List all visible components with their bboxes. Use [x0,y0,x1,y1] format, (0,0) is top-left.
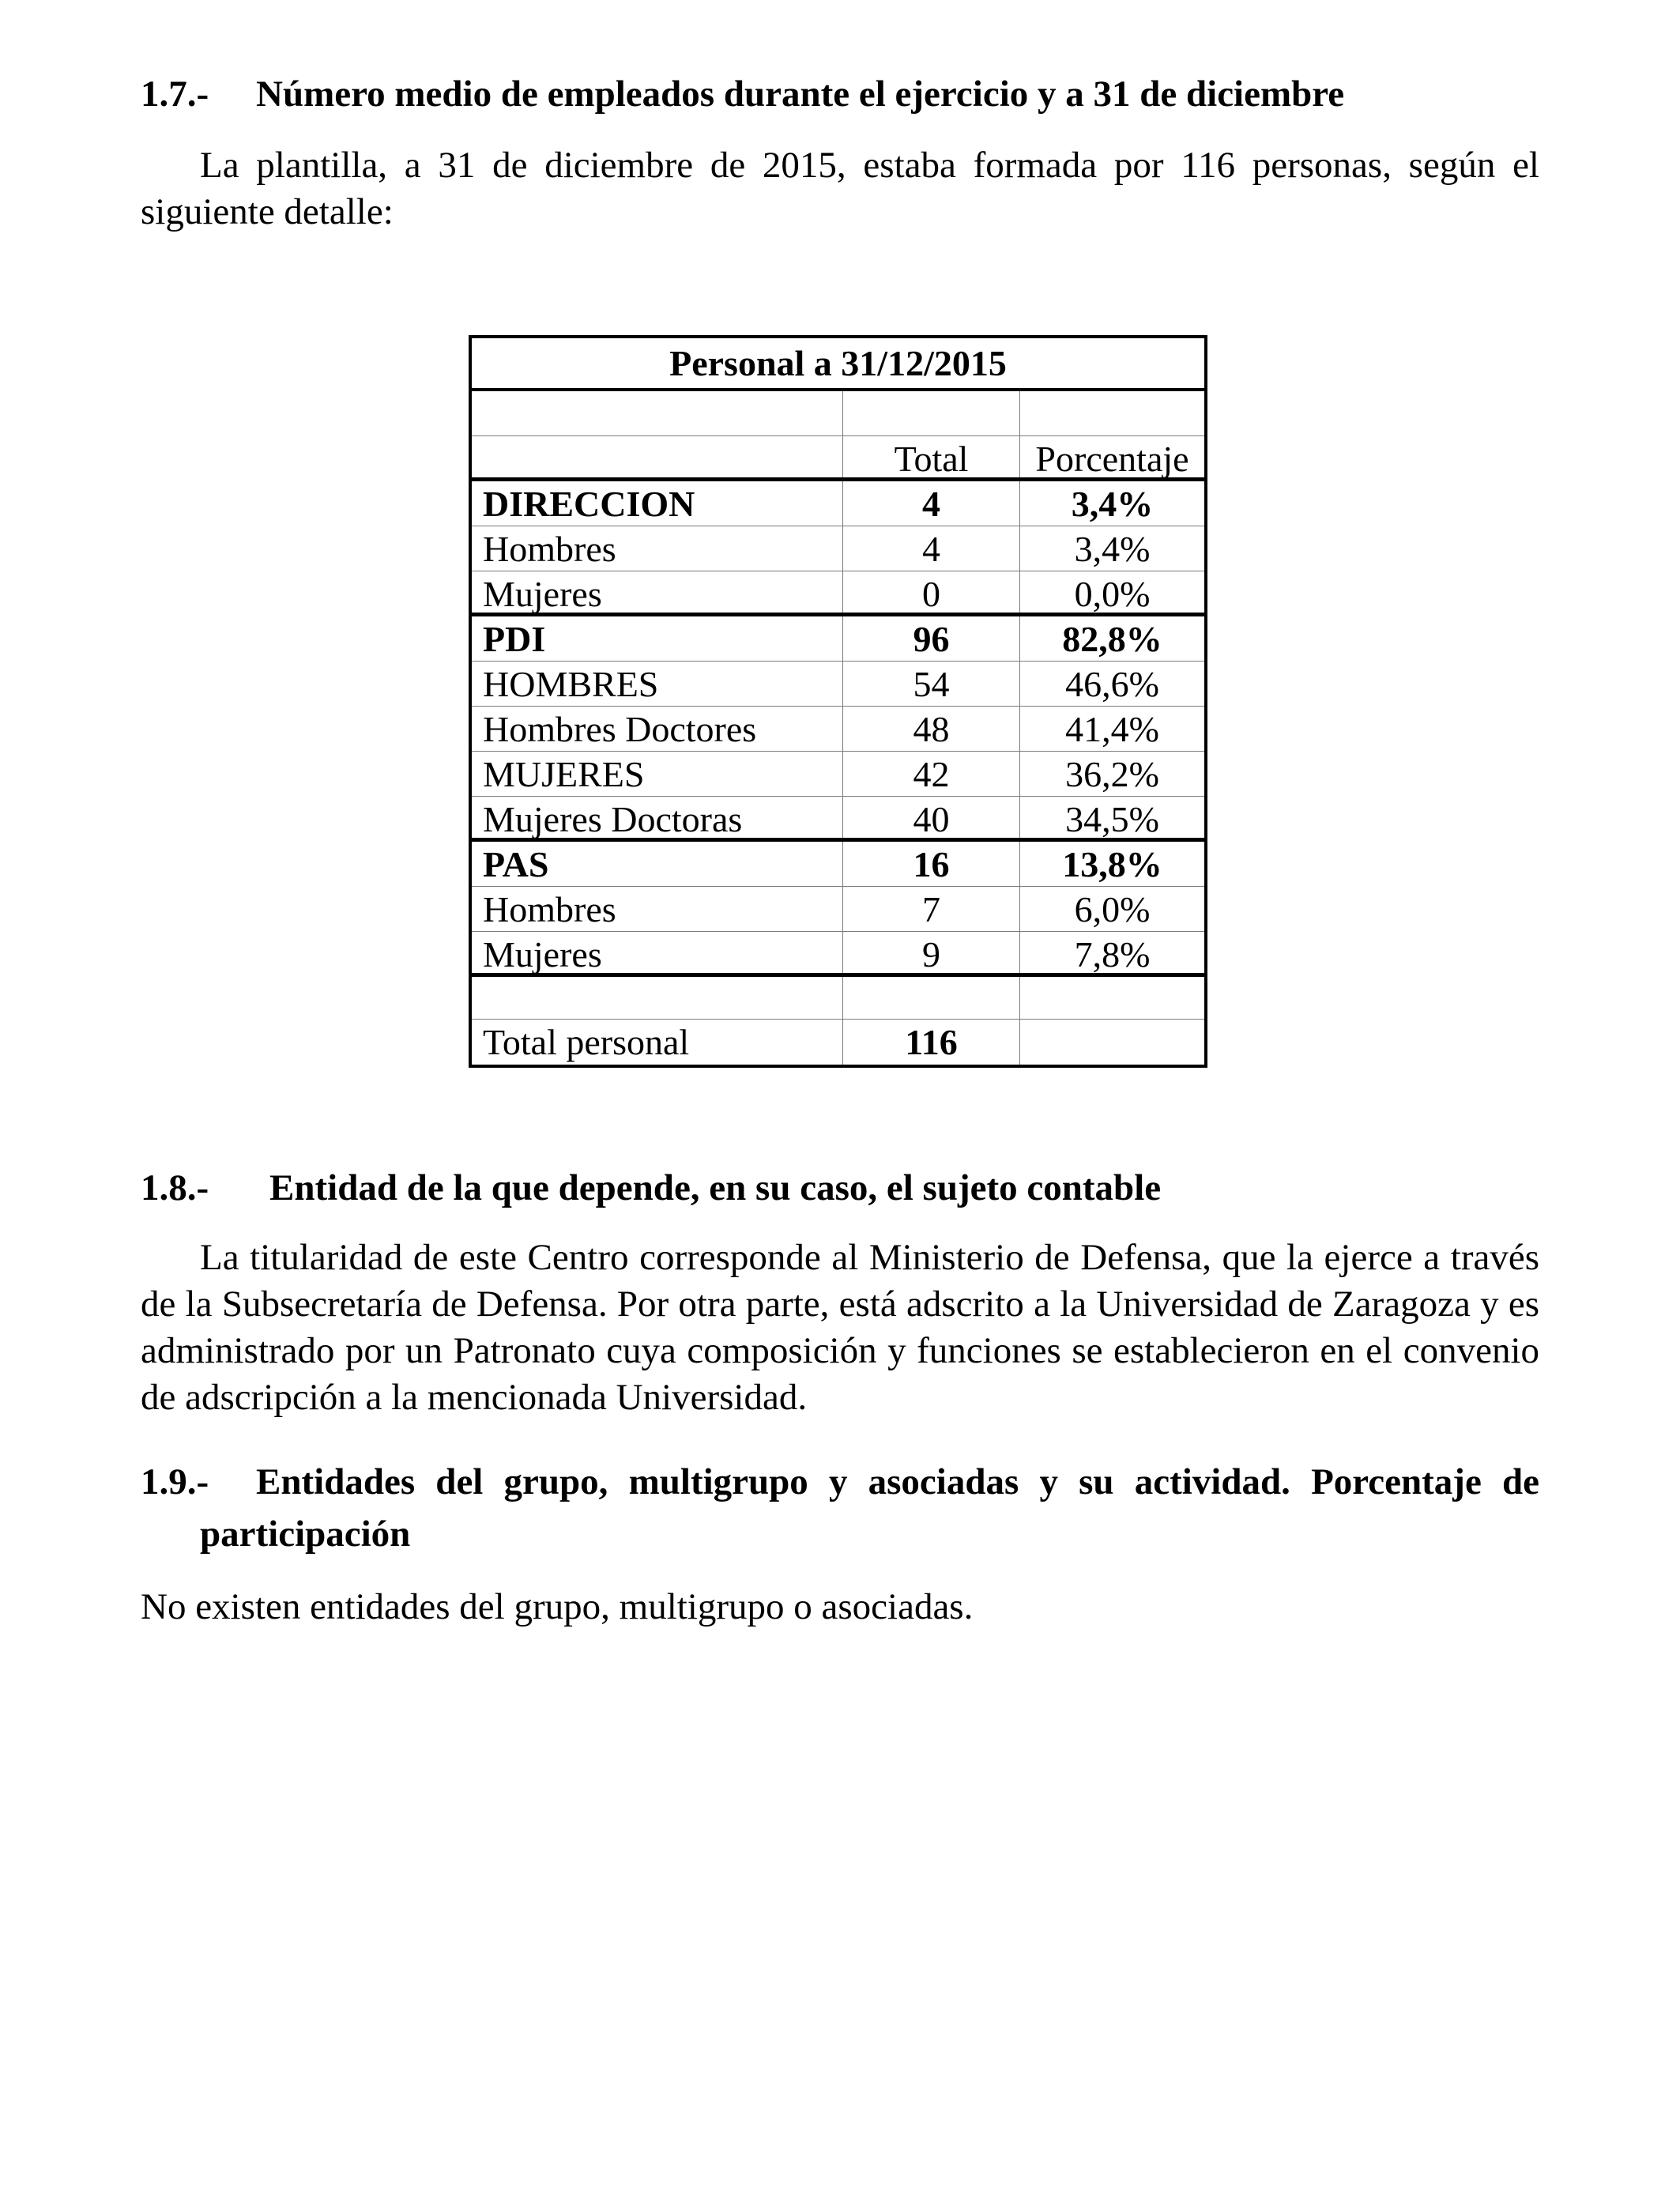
section-paragraph-1-7: La plantilla, a 31 de diciembre de 2015, estaba formada por 116 personas, según el siguiente detalle: [141,145,1539,232]
table-row: PDI 96 82,8% [472,616,1204,662]
table-total-row [472,1020,1204,1065]
table-row: Mujeres Doctoras 40 34,5% [472,797,1204,842]
table-empty-row [472,977,1204,1020]
personnel-table [469,335,1207,1068]
table-row: Hombres 7 6,0% [472,887,1204,932]
table-empty-row [472,391,1204,436]
header-percent: Porcentaje [1035,439,1189,479]
table-row: Hombres Doctores 48 41,4% [472,707,1204,752]
table-row: Mujeres 0 0,0% [472,571,1204,616]
section-paragraph-1-9: No existen entidades del grupo, multigrupo o asociadas. [141,1586,974,1627]
section-title: Entidades del grupo, multigrupo y asociadas y su actividad. Porcentaje de participación [200,1461,1539,1555]
section-number: 1.9.- [141,1461,209,1502]
table-row: PAS 16 13,8% [472,842,1204,887]
table-title: Personal a 31/12/2015 [472,338,1204,391]
header-total: Total [843,436,1020,477]
section-title: Número medio de empleados durante el ejercicio y a 31 de diciembre [256,74,1345,115]
section-number: 1.8.- [141,1167,209,1208]
total-label: Total personal [472,1020,843,1065]
section-heading-1-9 [141,1456,1539,1560]
total-value: 116 [843,1020,1020,1065]
table-header-row [472,436,1204,481]
section-heading-1-8 [141,1162,1539,1214]
total-percent [1020,1020,1204,1065]
section-number: 1.7.- [141,74,209,115]
header-label [472,436,843,477]
table-row: Hombres 4 3,4% [472,526,1204,571]
section-paragraph-1-8: La titularidad de este Centro corresponde al Ministerio de Defensa, que la ejerce a través de la Subsecretaría de Defensa. Por otra parte, está adscrito a la Universidad de Zaragoza y es administrado por un Patronato cuya composición y funciones se establecieron en el convenio de adscripción a la mencionada Universidad. [141,1237,1539,1418]
table-row: DIRECCION 4 3,4% [472,481,1204,526]
table-row: HOMBRES 54 46,6% [472,662,1204,707]
section-heading-1-7 [141,68,1539,120]
table-row: Mujeres 9 7,8% [472,932,1204,977]
table-row: MUJERES 42 36,2% [472,752,1204,797]
section-title: Entidad de la que depende, en su caso, el sujeto contable [269,1167,1162,1208]
